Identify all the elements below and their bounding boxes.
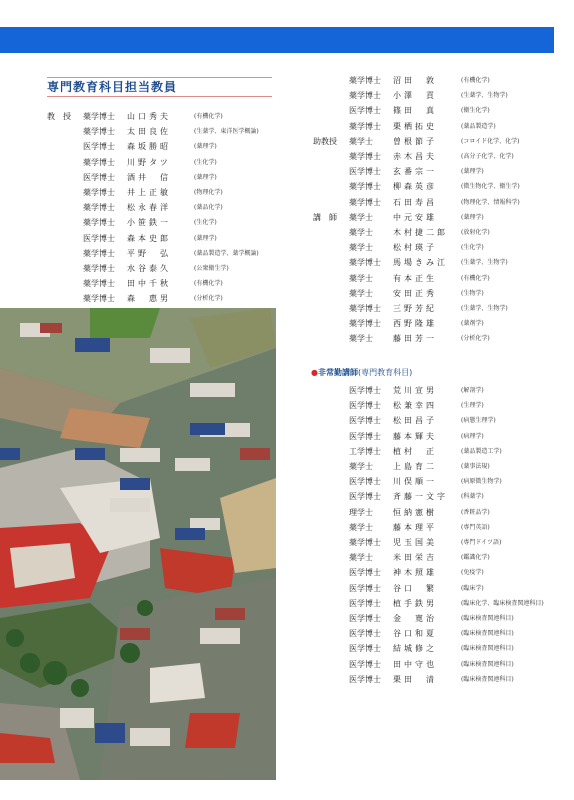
degree-label: 薬学博士 [349, 152, 381, 161]
faculty-row [349, 429, 574, 444]
degree-label: 薬学士 [349, 462, 373, 471]
faculty-row [349, 641, 574, 656]
degree-label: 薬学士 [349, 243, 373, 253]
campus-aerial-image [0, 308, 276, 780]
faculty-row [349, 413, 574, 428]
field-label: (病態生理学) [461, 417, 496, 425]
name-label: 中元安雄 [393, 212, 437, 222]
header-color-bar [0, 27, 554, 53]
faculty-row [47, 109, 317, 124]
field-label: (臨床検査関連科目) [461, 615, 514, 622]
degree-label: 薬学博士 [349, 76, 381, 85]
degree-label: 薬学博士 [349, 538, 381, 547]
field-label: (臨床検査関連科目) [461, 660, 514, 668]
name-label: 植手鉄男 [393, 598, 437, 608]
field-label: (生化学) [194, 158, 217, 166]
field-label: (専門ドイツ語) [461, 539, 502, 546]
name-label: 太田良佐 [127, 127, 171, 137]
name-label: 森 惠男 [127, 294, 171, 304]
name-label: 川俣順一 [393, 477, 437, 487]
faculty-row [349, 550, 574, 565]
degree-label: 工学博士 [349, 446, 381, 456]
field-label: (薬理学) [194, 143, 217, 151]
faculty-row [349, 383, 574, 398]
name-label: 結城修之 [393, 644, 437, 654]
field-label: (薬品製造学) [461, 122, 496, 130]
faculty-row [313, 195, 574, 210]
name-label: 有本正生 [393, 273, 437, 283]
rank-label: 教 授 [47, 112, 71, 121]
degree-label: 理学士 [349, 507, 373, 517]
field-label: (放射化学) [461, 229, 490, 236]
field-label: (コロイド化学、化学) [461, 137, 520, 145]
name-label: 藤田芳一 [393, 334, 437, 344]
faculty-row [313, 210, 574, 225]
field-label: (薬理学) [194, 234, 217, 242]
name-label: 木村捷二郎 [393, 228, 448, 237]
faculty-row [313, 119, 574, 134]
rank-label: 助教授 [313, 136, 337, 146]
faculty-row [349, 535, 574, 550]
faculty-row [313, 271, 574, 286]
rank-label: 講 師 [313, 212, 337, 222]
degree-label: 薬学士 [349, 212, 373, 222]
faculty-row [47, 200, 317, 215]
field-label: (生薬学、生物学) [461, 305, 508, 312]
faculty-row [349, 657, 574, 672]
field-label: (公衆衛生学) [194, 265, 229, 272]
degree-label: 薬学博士 [349, 258, 381, 268]
degree-label: 薬学博士 [349, 319, 381, 329]
name-label: 谷口 繁 [393, 583, 437, 593]
name-label: 松永春洋 [127, 203, 171, 213]
field-label: (臨床学) [461, 584, 484, 592]
degree-label: 医学博士 [349, 416, 381, 426]
degree-label: 薬学士 [349, 273, 373, 283]
name-label: 恒納憲樹 [393, 507, 437, 517]
name-label: 柳森英彦 [393, 182, 437, 192]
name-label: 川野タツ [127, 157, 171, 167]
degree-label: 薬学博士 [83, 157, 115, 167]
faculty-row [313, 316, 574, 331]
name-label: 平野 弘 [127, 248, 171, 258]
name-label: 馬場きみ江 [393, 258, 448, 268]
degree-label: 医学博士 [349, 568, 381, 578]
degree-label: 医学博士 [349, 106, 381, 116]
faculty-row [47, 276, 317, 291]
faculty-row [349, 565, 574, 580]
name-label: 酒井 信 [127, 172, 171, 182]
field-label: (有機化学) [194, 113, 223, 120]
name-label: 上島育二 [393, 462, 437, 471]
name-label: 荒川宣男 [393, 386, 437, 395]
name-label: 曽根節子 [393, 136, 437, 146]
name-label: 松兼幸四 [393, 401, 437, 411]
name-label: 米田栄吉 [393, 553, 437, 563]
faculty-row [47, 155, 317, 170]
degree-label: 薬学博士 [349, 182, 381, 192]
name-label: 赤木昌夫 [393, 152, 437, 161]
name-label: 田中千秋 [127, 279, 171, 289]
field-label: (有機化学) [194, 280, 223, 288]
faculty-row [349, 596, 574, 611]
faculty-row [349, 581, 574, 596]
field-label: (専門英語) [461, 523, 490, 531]
faculty-row [313, 331, 574, 346]
faculty-row [349, 444, 574, 459]
name-label: 森本史郎 [127, 233, 171, 243]
field-label: (病原微生物学) [461, 478, 502, 486]
degree-label: 医学博士 [349, 644, 381, 654]
faculty-row [313, 164, 574, 179]
field-label: (生物学) [461, 289, 484, 297]
faculty-row [313, 301, 574, 316]
faculty-row [349, 474, 574, 489]
faculty-row [349, 505, 574, 520]
field-label: (香粧品学) [461, 508, 490, 516]
degree-label: 医学博士 [349, 659, 381, 669]
field-label: (薬理学) [461, 168, 484, 176]
field-label: (薬理学) [194, 173, 217, 181]
field-label: (鑑識化学) [461, 554, 490, 562]
field-label: (病理学) [461, 432, 484, 440]
field-label: (薬剤学) [461, 320, 484, 328]
name-label: 沼田 敦 [393, 76, 437, 85]
faculty-row [313, 88, 574, 103]
name-label: 小澤 貢 [393, 91, 437, 101]
name-label: 小笹鉄一 [127, 218, 171, 228]
faculty-row [47, 246, 317, 261]
degree-label: 薬学博士 [349, 304, 381, 313]
field-label: (薬品製造工学) [461, 447, 502, 455]
section-title: 専門教育科目担当教員 [47, 80, 178, 94]
degree-label: 薬学博士 [83, 188, 115, 197]
degree-label: 医学博士 [349, 598, 381, 608]
name-label: 松田昌子 [393, 416, 437, 426]
campus-aerial-photo [0, 308, 276, 780]
degree-label: 医学博士 [83, 142, 115, 152]
faculty-row [47, 261, 317, 276]
field-label: (衛生化学) [461, 107, 490, 115]
field-label: (薬理学) [461, 213, 484, 221]
field-label: (解剖学) [461, 387, 484, 394]
name-label: 三野芳紀 [393, 304, 437, 313]
degree-label: 医学博士 [349, 492, 381, 502]
field-label: (生化学) [461, 244, 484, 252]
degree-label: 薬学士 [349, 553, 373, 563]
degree-label: 薬学博士 [83, 218, 115, 228]
name-label: 井上正敏 [127, 188, 171, 197]
faculty-row [313, 149, 574, 164]
nonfull-lecturers-heading [311, 367, 412, 378]
name-label: 山口秀夫 [127, 112, 171, 121]
degree-label: 医学博士 [349, 431, 381, 441]
degree-label: 薬学士 [349, 522, 373, 532]
name-label: 藤本理平 [393, 522, 437, 532]
nonfull-subtitle: (専門教育科目) [357, 368, 413, 377]
field-label: (高分子化学、化学) [461, 153, 514, 160]
faculty-row [313, 286, 574, 301]
name-label: 神木照雄 [393, 568, 437, 578]
field-label: (微生物化学、衛生学) [461, 183, 520, 191]
degree-label: 薬学博士 [83, 279, 115, 289]
degree-label: 医学博士 [349, 583, 381, 593]
degree-label: 医学博士 [349, 614, 381, 623]
field-label: (生薬学、生物学) [461, 92, 508, 100]
degree-label: 医学博士 [349, 674, 381, 684]
title-rule-bottom [47, 96, 272, 97]
degree-label: 薬学士 [349, 334, 373, 344]
degree-label: 医学博士 [349, 167, 381, 177]
field-label: (生理学) [461, 402, 484, 410]
field-label: (生薬学、東洋医学概論) [194, 128, 259, 136]
name-label: 石田寿昌 [393, 197, 437, 207]
faculty-row [47, 170, 317, 185]
field-label: (分析化学) [194, 295, 223, 303]
name-label: 篠田 真 [393, 106, 437, 116]
name-label: 安田正秀 [393, 288, 437, 298]
name-label: 児玉国美 [393, 538, 437, 547]
faculty-row [313, 255, 574, 270]
field-label: (免疫学) [461, 569, 484, 577]
degree-label: 医学博士 [83, 233, 115, 243]
name-label: 植村 正 [393, 446, 437, 456]
degree-label: 薬学博士 [83, 248, 115, 258]
name-label: 谷口和夏 [393, 629, 437, 639]
field-label: (物理化学、情報科学) [461, 198, 520, 206]
field-label: (臨床検査関連科目) [461, 675, 514, 683]
field-label: (臨床化学、臨床検査関連科目) [461, 599, 544, 607]
nonfull-title: 非常勤講師 [317, 368, 358, 377]
field-label: (薬事法規) [461, 463, 490, 470]
field-label: (臨床検査関連科目) [461, 630, 514, 638]
field-label: (臨床検査関連科目) [461, 645, 514, 653]
field-label: (物理化学) [194, 189, 223, 196]
degree-label: 薬学博士 [83, 127, 115, 137]
faculty-row [47, 124, 317, 139]
field-label: (薬品製造学、薬学概論) [194, 249, 259, 257]
degree-label: 薬学博士 [349, 91, 381, 101]
field-label: (有機化学) [461, 274, 490, 282]
faculty-row [349, 459, 574, 474]
faculty-row [349, 398, 574, 413]
degree-label: 薬学博士 [349, 197, 381, 207]
name-label: 玄番宗一 [393, 167, 437, 177]
name-label: 斉藤一文字 [393, 492, 448, 502]
field-label: (生薬学、生物学) [461, 259, 508, 267]
degree-label: 医学博士 [349, 477, 381, 487]
name-label: 松村瑛子 [393, 243, 437, 253]
faculty-row [313, 103, 574, 118]
name-label: 栗田 清 [393, 674, 437, 684]
degree-label: 薬学博士 [349, 121, 381, 131]
bullet-icon: ● [311, 368, 318, 377]
degree-label: 薬学博士 [83, 264, 115, 273]
field-label: (有機化学) [461, 77, 490, 84]
faculty-row [47, 291, 317, 306]
faculty-row [47, 185, 317, 200]
faculty-row [47, 231, 317, 246]
faculty-row [349, 520, 574, 535]
name-label: 西野隆雄 [393, 319, 437, 329]
name-label: 藤本輝夫 [393, 431, 437, 441]
degree-label: 医学博士 [349, 401, 381, 411]
degree-label: 薬学博士 [83, 294, 115, 304]
name-label: 田中守也 [393, 659, 437, 669]
degree-label: 医学博士 [83, 172, 115, 182]
faculty-row [47, 215, 317, 230]
faculty-row [313, 225, 574, 240]
field-label: (科薬学) [461, 493, 484, 501]
degree-label: 薬学士 [349, 228, 373, 237]
degree-label: 医学博士 [349, 386, 381, 395]
degree-label: 薬学士 [349, 136, 373, 146]
faculty-row [349, 489, 574, 504]
name-label: 栗栖拓史 [393, 121, 437, 131]
faculty-row [313, 240, 574, 255]
faculty-row [349, 626, 574, 641]
faculty-row [47, 139, 317, 154]
degree-label: 薬学士 [349, 288, 373, 298]
title-rule-top [47, 77, 272, 78]
faculty-row [313, 179, 574, 194]
degree-label: 医学博士 [349, 629, 381, 639]
field-label: (薬品化学) [194, 204, 223, 212]
name-label: 森坂勝昭 [127, 142, 171, 152]
faculty-row [313, 73, 574, 88]
faculty-row [349, 611, 574, 626]
name-label: 水谷泰久 [127, 264, 171, 273]
field-label: (分析化学) [461, 335, 490, 343]
degree-label: 薬学博士 [83, 112, 115, 121]
degree-label: 薬学博士 [83, 203, 115, 213]
name-label: 金 寛治 [393, 614, 437, 623]
faculty-row [349, 672, 574, 687]
faculty-row [313, 134, 574, 149]
field-label: (生化学) [194, 219, 217, 227]
